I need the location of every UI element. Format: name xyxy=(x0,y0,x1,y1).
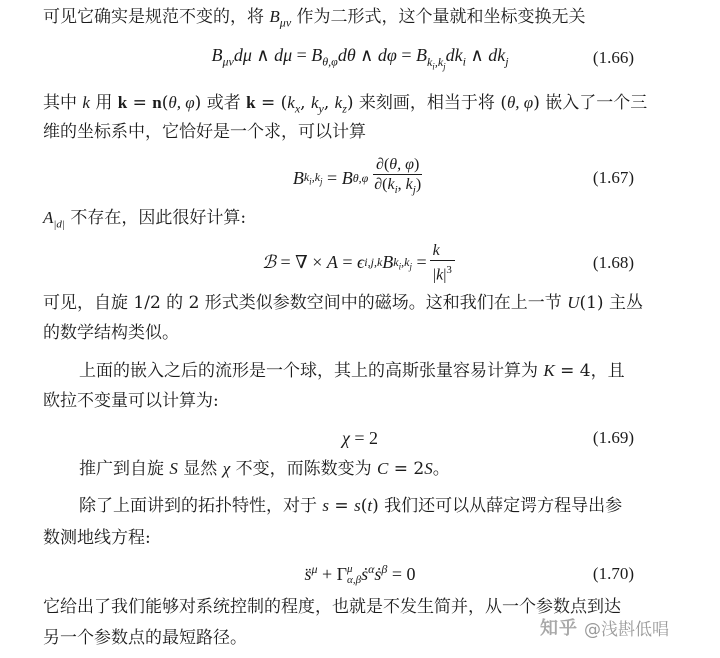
equation-1-68 xyxy=(0,240,720,286)
equation-1-70 xyxy=(0,554,720,594)
paragraph-5-line-1: 上面的嵌入之后的流形是一个球，其上的高斯张量容易计算为 K = 4，且 xyxy=(79,361,625,381)
equation-number: (1.69) xyxy=(592,428,634,447)
equation-body: $B_{\mu\nu}d\mu$ ∧ $d\mu = B_{\theta,\varphi}d\theta$ ∧ $d\varphi = B_{k_i,k_j}dk_i$ ∧ $dk_j$ xyxy=(211,45,509,71)
paragraph-4-line-2: 的数学结构类似。 xyxy=(43,323,179,343)
paragraph-1: 可见它确实是规范不变的，将 $B_{\mu\nu}$ 作为二形式，这个量就和坐标变换无关 xyxy=(43,7,586,30)
watermark-author: @浅斟低唱 xyxy=(584,619,669,640)
equation-number: (1.70) xyxy=(592,564,634,583)
equation-body: B $k_i,k_j$ = B θ,φ $\frac{\partial(\theta, \varphi)}{\partial(k_i, k_j)}$ xyxy=(292,156,422,197)
paragraph-7-line-2: 数测地线方程: xyxy=(43,528,151,548)
paragraph-4-line-1: 可见，自旋 1/2 的 2 形式类似参数空间中的磁场。这和我们在上一节 U(1) 主丛 xyxy=(43,293,643,313)
paragraph-2-line-2: 维的坐标系中，它恰好是一个求，可以计算 xyxy=(43,122,366,142)
equation-body: ℬ = ∇ × A = ϵ i,j,k B $k_i,k_j$ = $\frac{k⃗}{|k|^3}$ xyxy=(262,241,458,284)
paragraph-5-line-2: 欧拉不变量可以计算为: xyxy=(43,391,219,411)
equation-body: s̈$^\mu$ + Γ μ α,β ṡ$^\alpha$ṡ$^\beta$ = 0 xyxy=(304,561,416,587)
zhihu-logo: 知乎 xyxy=(540,618,578,639)
paragraph-8-line-1: 它给出了我们能够对系统控制的程度，也就是不发生简并，从一个参数点到达 xyxy=(43,597,621,617)
paragraph-8-line-2: 另一个参数点的最短路径。 xyxy=(43,628,247,648)
watermark xyxy=(540,612,669,642)
paragraph-3: $A_{|d|}$ 不存在，因此很好计算: xyxy=(43,208,247,231)
equation-body: χ = 2 xyxy=(341,427,379,448)
equation-number: (1.68) xyxy=(592,253,634,272)
paragraph-6: 推广到自旋 S 显然 χ 不变，而陈数变为 C = 2S。 xyxy=(79,459,450,479)
equation-1-67 xyxy=(0,155,720,201)
paragraph-7-line-1: 除了上面讲到的拓扑特性，对于 s = s(t) 我们还可以从薛定谔方程导出参 xyxy=(79,496,623,516)
equation-1-69 xyxy=(0,418,720,458)
equation-number: (1.67) xyxy=(592,168,634,187)
equation-1-66 xyxy=(0,38,720,78)
paragraph-2-line-1: 其中 k 用 k = n(θ, φ) 或者 $k = (k_x$, $k_y$, $k_z$) 来刻画，相当于将 (θ, φ) 嵌入了一个三 xyxy=(43,93,648,116)
equation-number: (1.66) xyxy=(592,48,634,67)
